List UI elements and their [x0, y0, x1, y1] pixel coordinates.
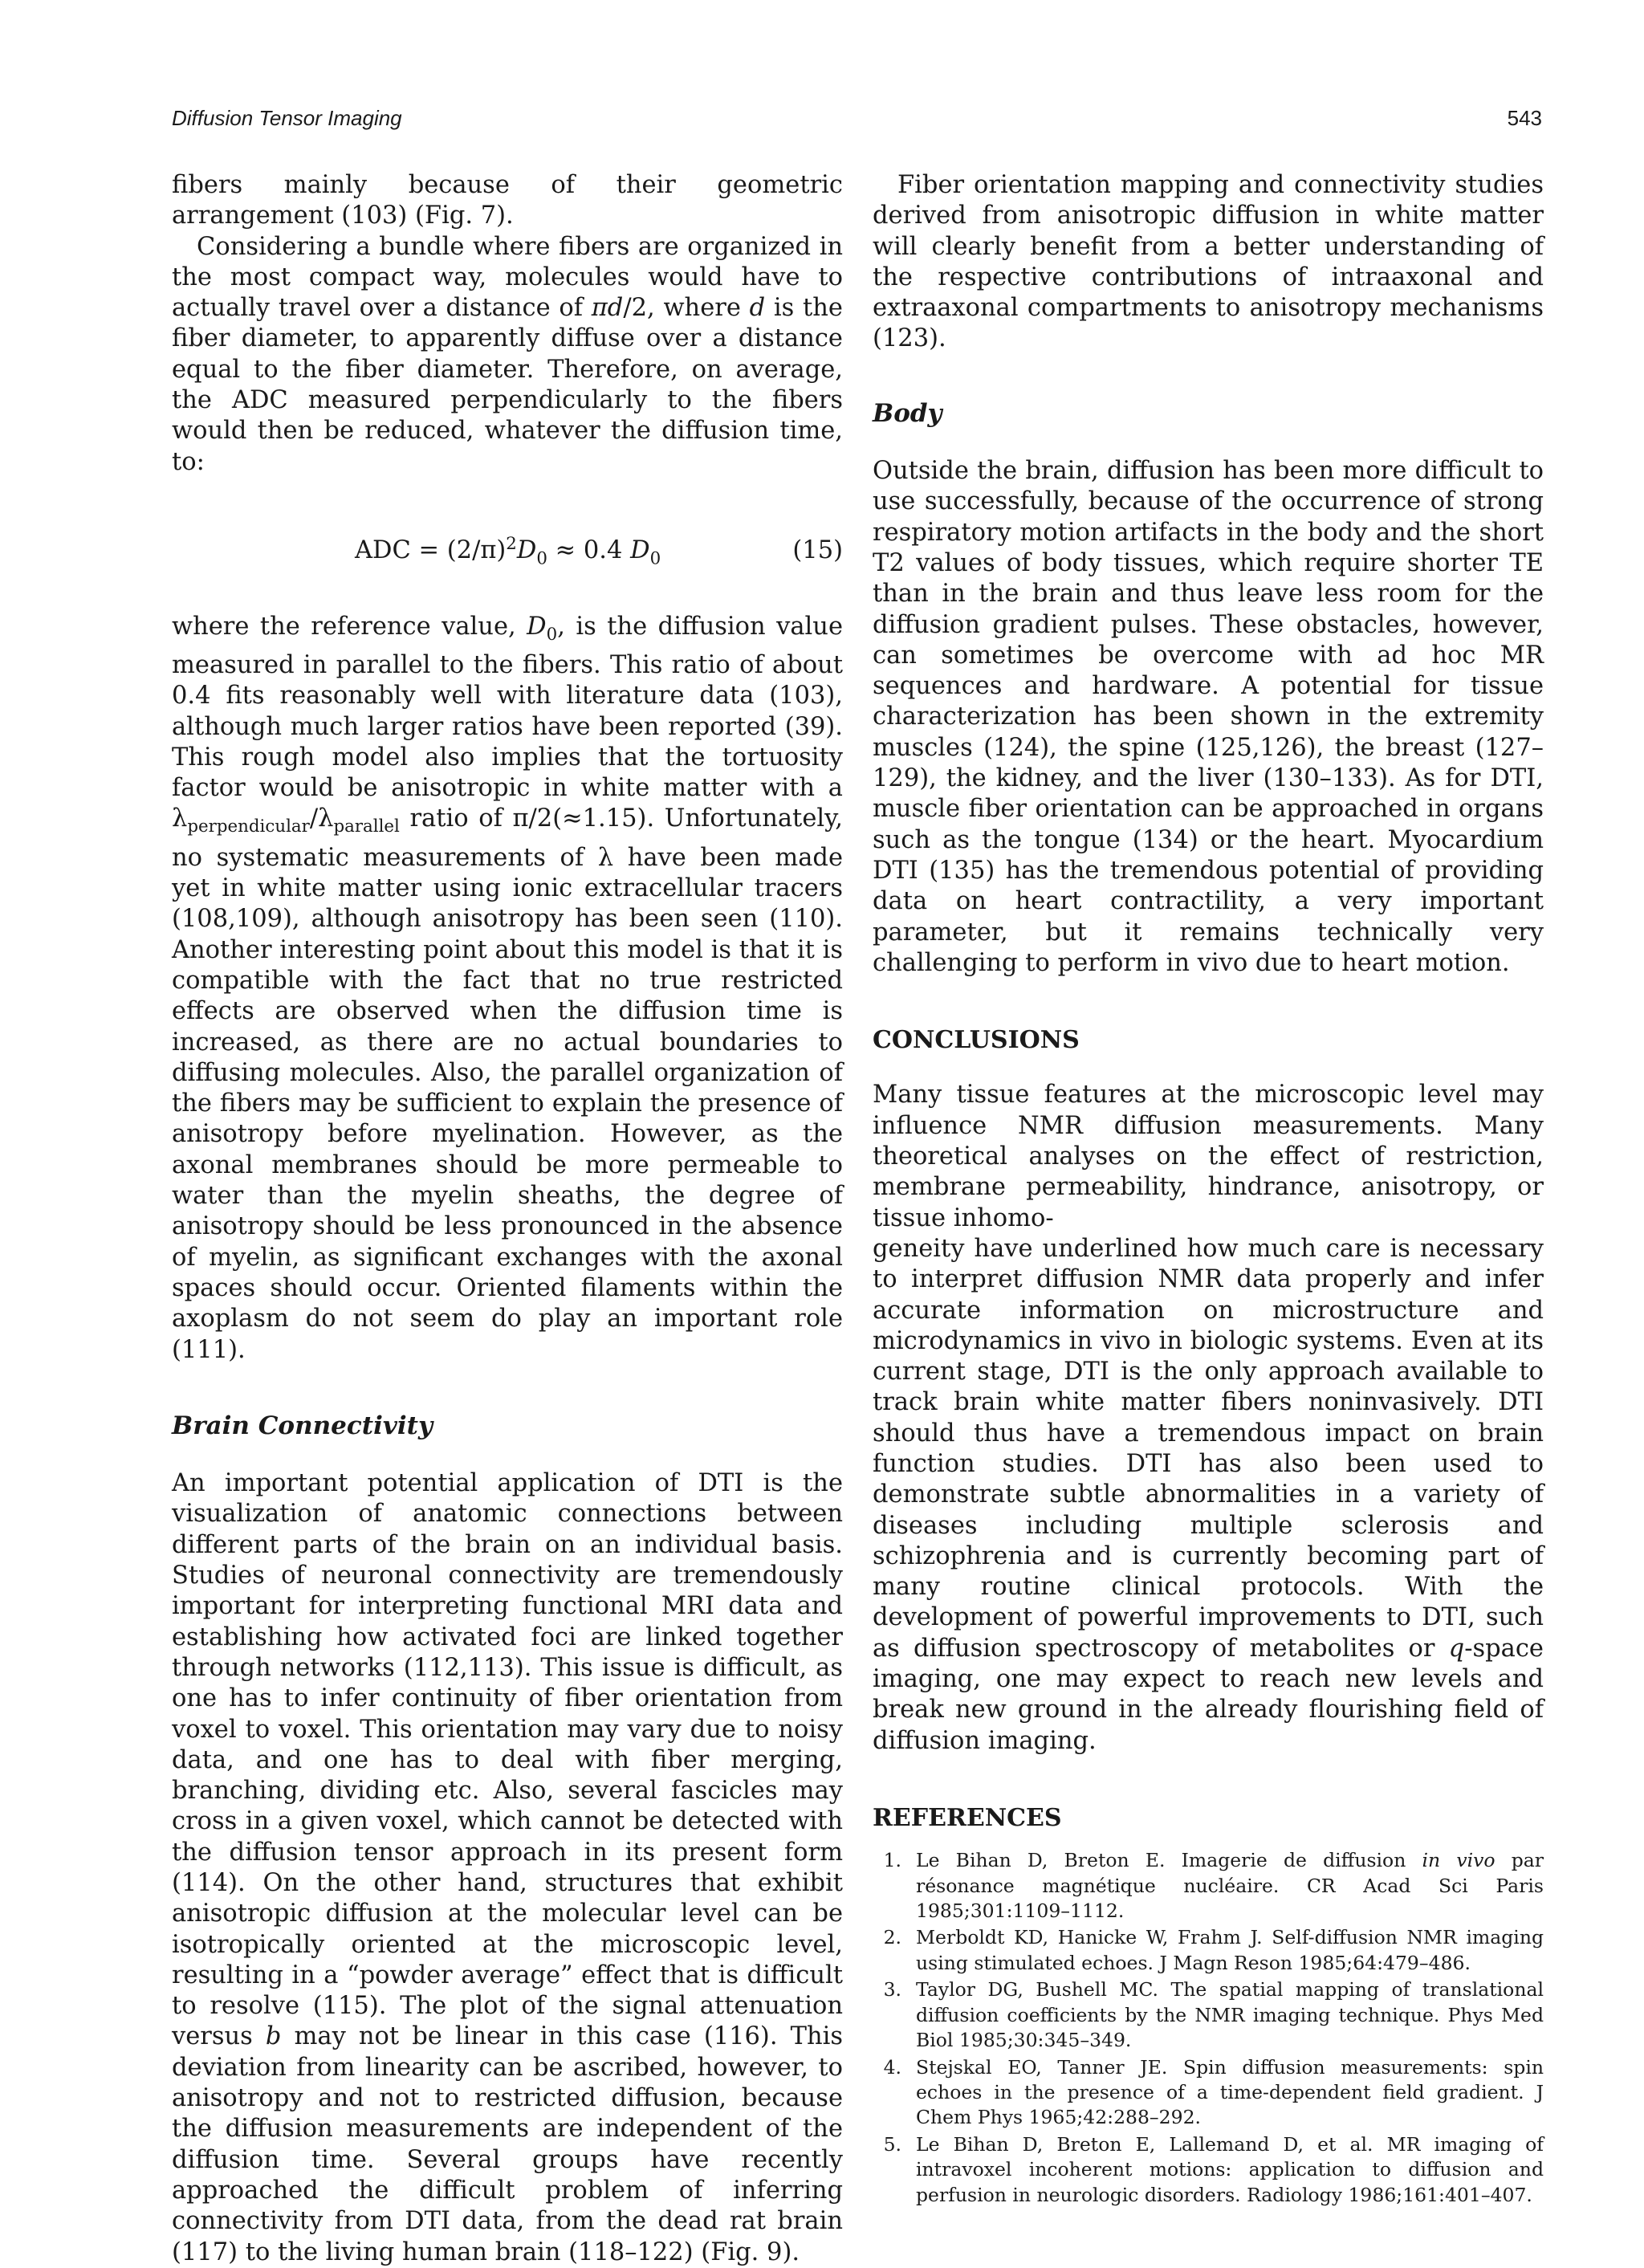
paragraph: [172, 232, 843, 478]
text-run: , is the diffusion value measured in parallel to the fibers. This ratio of about 0.4 fits reasonably well with literature data (103), although much larger ratios have been reported (39). This rough model also implies that the tortuosity factor would be anisotropic in white matter with a λ: [172, 612, 844, 833]
equation-15: [172, 529, 843, 575]
math-var: d: [749, 294, 766, 323]
math-sub: perpendicular: [187, 816, 310, 837]
text-run: par résonance magnétique nucléaire. CR Acad Sci Paris 1985;301:1109–1112.: [916, 1849, 1544, 1923]
equation-body: [355, 529, 661, 575]
equation-number: (15): [792, 536, 843, 565]
section-heading-conclusions: CONCLUSIONS: [873, 1026, 1080, 1055]
reference-number: 2.: [883, 1926, 901, 1949]
reference-number: 3.: [883, 1978, 901, 2001]
reference-number: 4.: [883, 2055, 901, 2079]
reference-text: Le Bihan D, Breton E, Lallemand D, et al. MR imaging of intravoxel incoherent motions: application to diffusion and perfusion in neurologic disorders. Radiology 1986;161:401–407.: [916, 2132, 1544, 2206]
paragraph: fibers mainly because of their geometric arrangement (103) (Fig. 7).: [172, 171, 843, 230]
text-run: -space imaging, one may expect to reach new levels and break new ground in the already flourishing field of diffusion imaging.: [873, 1634, 1544, 1755]
text-run: where the reference value,: [172, 612, 527, 641]
page-number: 543: [1507, 106, 1542, 130]
reference-text: Taylor DG, Bushell MC. The spatial mapping of translational diffusion coefficients by the NMR imaging technique. Phys Med Biol 1985;30:345–349.: [916, 1978, 1544, 2052]
text-run: Many tissue features at the microscopic level may influence NMR diffusion measurements. Many theoretical analyses on the effect of restriction, membrane permeability, hindrance, anisotropy, or tissue inhomo-: [873, 1081, 1544, 1232]
running-head: Diffusion Tensor Imaging: [172, 106, 402, 130]
math-var: b: [265, 2022, 282, 2051]
section-heading-references: REFERENCES: [873, 1803, 1062, 1832]
text-run: geneity have underlined how much care is necessary to interpret diffusion NMR data properly and infer accurate information on microstructure and microdynamics in vivo in biologic systems. Even at its current stage, DTI is the only approach available to track brain white matter fibers noninvasively. DTI should thus have a tremendous impact on brain function studies. DTI has also been used to demonstrate subtle abnormalities in a variety of diseases including multiple sclerosis and schizophrenia and is currently becoming part of many routine clinical protocols. With the development of powerful improvements to DTI, such as diffusion spectroscopy of metabolites or: [873, 1234, 1544, 1663]
eq-var: D: [630, 536, 650, 565]
math-sub: parallel: [333, 816, 400, 837]
eq-sub: 0: [536, 548, 547, 569]
paragraph: Outside the brain, diffusion has been more difficult to use successfully, because of the occurrence of strong respiratory motion artifacts in the body and the short T2 values of body tissues, which require shorter TE than in the brain and thus leave less room for the diffusion gradient pulses. These obstacles, however, can sometimes be overcome with ad hoc MR sequences and hardware. A potential for tissue characterization has been shown in the extremity muscles (124), the spine (125,126), the breast (127–129), the kidney, and the liver (130–133). As for DTI, muscle fiber orientation can be approached in organs such as the tongue (134) or the heart. Myocardium DTI (135) has the tremendous potential of providing data on heart contractility, a very important parameter, but it remains technically very challenging to perform in vivo due to heart motion.: [873, 457, 1544, 977]
text-run: may not be linear in this case (116). This deviation from linearity can be ascribed, however, to anisotropy and not to restricted diffusion, because the diffusion measurements are independent of the diffusion time. Several groups have recently approached the difficult problem of inferring connectivity from DTI data, from the dead rat brain (117) to the living human brain (118–122) (Fig. 9).: [172, 2022, 843, 2266]
math-var: πd: [591, 294, 624, 323]
reference-text: Stejskal EO, Tanner JE. Spin diffusion measurements: spin echoes in the presence of a time-dependent field gradient. J Chem Phys 1965;42:288–292.: [916, 2055, 1544, 2129]
text-run: ratio of π/2(≈1.15). Unfortunately, no systematic measurements of λ have been made yet in white matter using ionic extracellular tracers (108,109), although anisotropy has been seen (110). Another interesting point about this model is that it is compatible with the fact that no true restricted effects are observed when the diffusion time is increased, as there are no actual boundaries to diffusing molecules. Also, the parallel organization of the fibers may be sufficient to explain the presence of anisotropy before myelination. However, as the axonal membranes should be more permeable to water than the myelin sheaths, the degree of anisotropy should be less pronounced in the absence of myelin, as significant exchanges with the axonal spaces should occur. Oriented filaments within the axoplasm do not seem do play an important role (111).: [172, 804, 843, 1364]
reference-number: 5.: [883, 2132, 901, 2156]
eq-text: ADC = (2/π): [355, 536, 507, 565]
text-run: An important potential application of DTI is the visualization of anatomic connections between different parts of the brain on an individual basis. Studies of neuronal connectivity are tremendously important for interpreting functional MRI data and establishing how activated foci are linked together through networks (112,113). This issue is difficult, as one has to infer continuity of fiber orientation from voxel to voxel. This orientation may vary due to noisy data, and one has to deal with fiber merging, branching, dividing etc. Also, several fascicles may cross in a given voxel, which cannot be detected with the diffusion tensor approach in its present form (114). On the other hand, structures that exhibit anisotropic diffusion at the molecular level can be isotropically oriented at the microscopic level, resulting in a “powder average” effect that is difficult to resolve (115). The plot of the signal attenuation versus: [172, 1469, 843, 2051]
reference-text: Merboldt KD, Hanicke W, Frahm J. Self-diffusion NMR imaging using stimulated echoes. J Magn Reson 1985;64:479–486.: [916, 1926, 1544, 1974]
paragraph: [172, 612, 843, 1366]
paragraph: [873, 1234, 1544, 1757]
reference-item: [873, 2055, 1544, 2131]
reference-text: [916, 1848, 1544, 1924]
eq-sub: 0: [649, 548, 661, 569]
text-run: /λ: [309, 804, 334, 833]
text-italic: in vivo: [1422, 1849, 1495, 1872]
paragraph: [873, 1080, 1544, 1233]
text-run: /2, where: [623, 294, 750, 323]
math-sub: 0: [546, 624, 558, 645]
right-column: [873, 170, 1544, 2209]
eq-exponent: 2: [506, 533, 517, 554]
subheading-body: Body: [873, 398, 942, 428]
reference-list: [873, 1848, 1544, 2208]
reference-item: [873, 1848, 1544, 1924]
text-run: Le Bihan D, Breton E. Imagerie de diffusion: [916, 1849, 1422, 1872]
reference-item: [873, 1925, 1544, 1976]
reference-number: 1.: [883, 1849, 901, 1872]
text-run: Considering a bundle where fibers are organized in the most compact way, molecules would have to actually travel over a distance of: [172, 232, 843, 323]
math-var: D: [527, 612, 547, 641]
left-column: [172, 170, 843, 2268]
text-run: is the fiber diameter, to apparently diffuse over a distance equal to the fiber diameter. Therefore, on average, the ADC measured perpendicularly to the fibers would then be reduced, whatever the diffusion time, to:: [172, 294, 843, 476]
eq-text: ≈ 0.4: [547, 536, 631, 565]
paragraph: Fiber orientation mapping and connectivity studies derived from anisotropic diffusion in white matter will clearly benefit from a better understanding of the respective contributions of intraaxonal and extraaxonal compartments to anisotropy mechanisms (123).: [873, 171, 1544, 353]
subheading-brain-connectivity: Brain Connectivity: [172, 1411, 433, 1440]
math-var: q: [1448, 1634, 1465, 1663]
reference-item: [873, 1977, 1544, 2053]
reference-item: [873, 2132, 1544, 2208]
paragraph: [172, 1468, 843, 2268]
eq-var: D: [516, 536, 537, 565]
